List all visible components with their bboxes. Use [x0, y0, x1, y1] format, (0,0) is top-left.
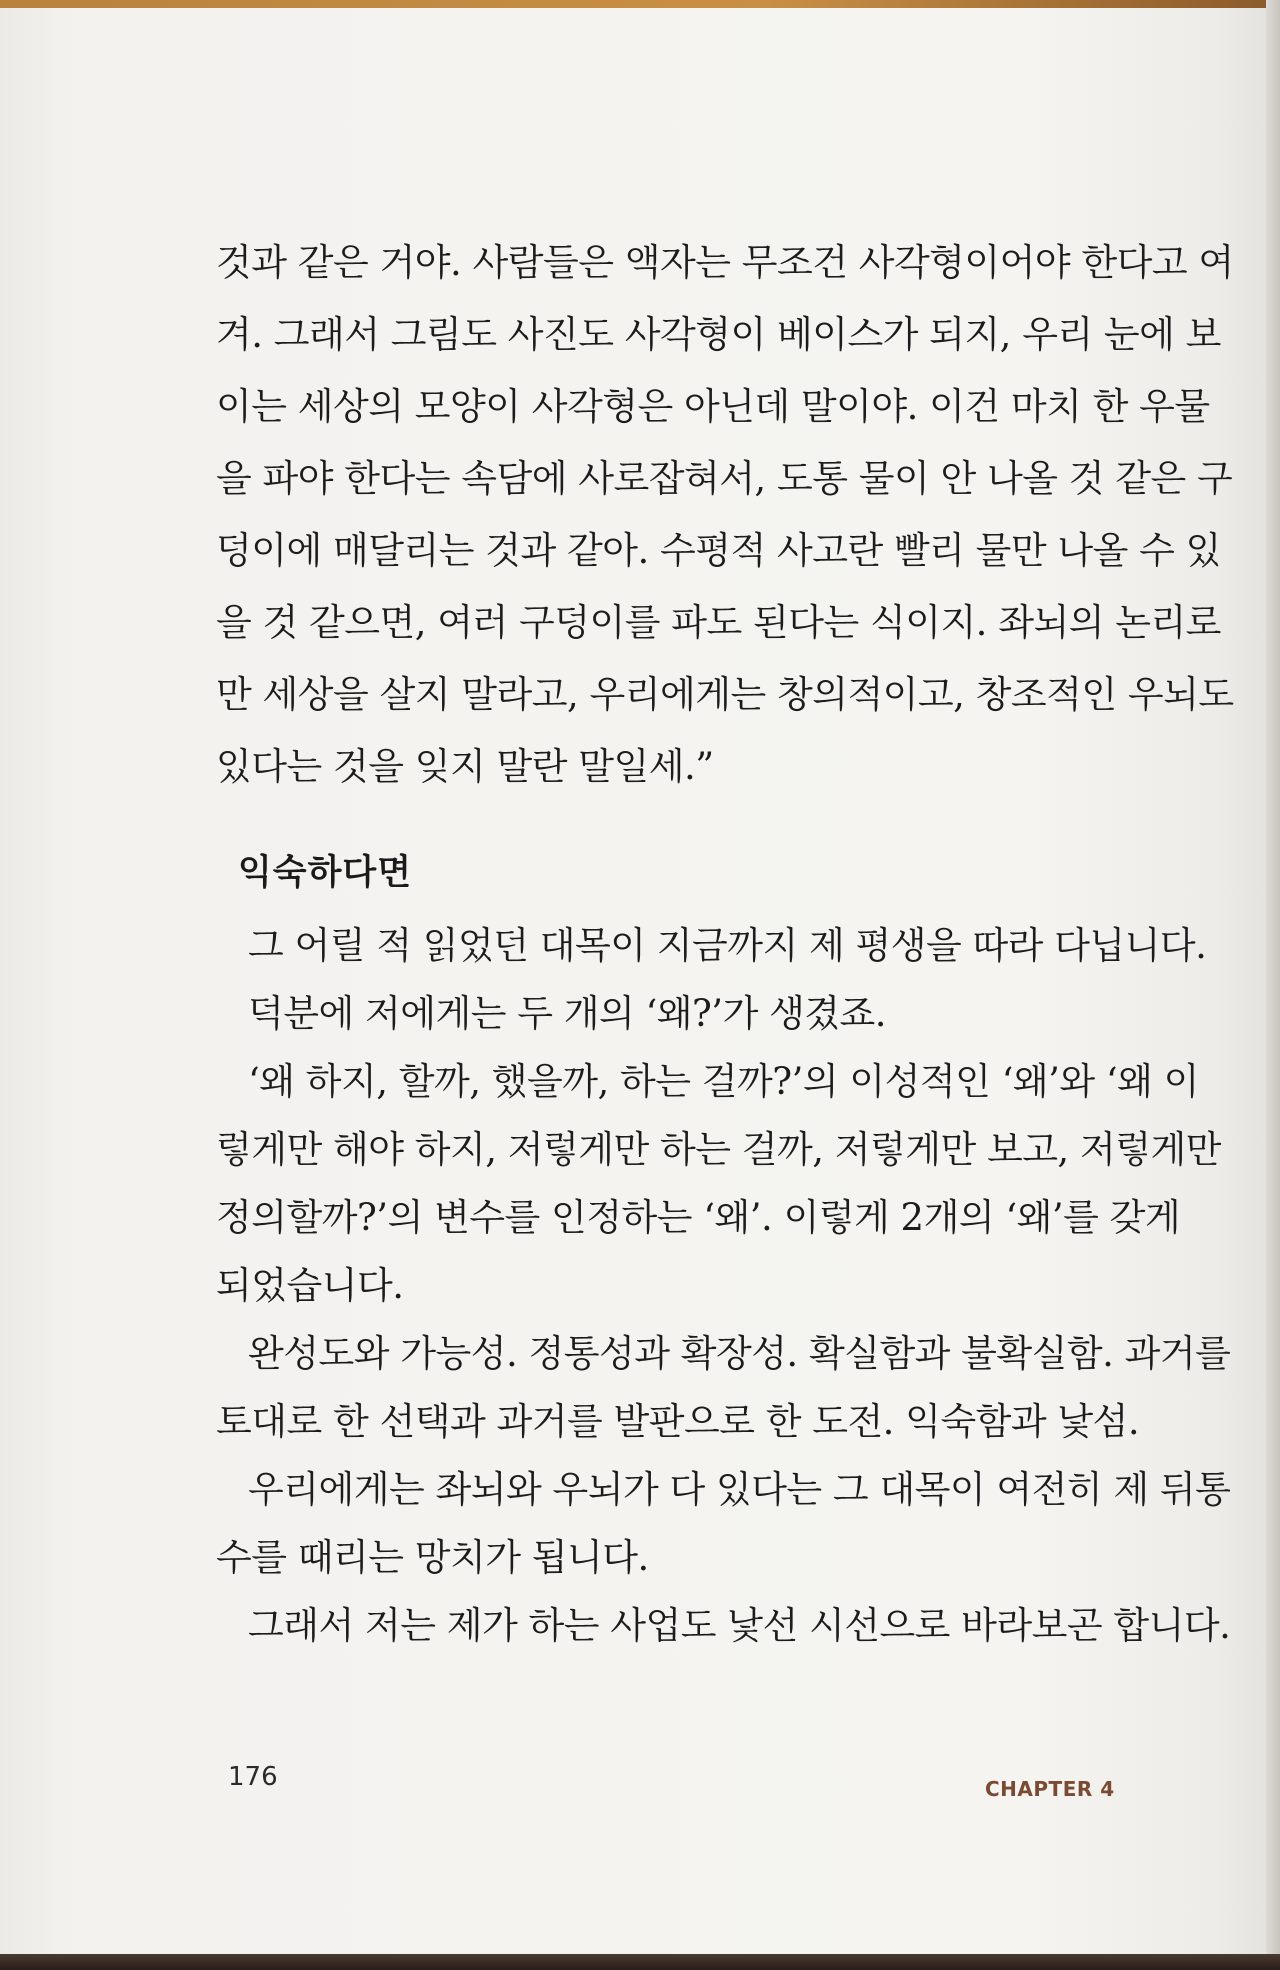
body-line: 우리에게는 좌뇌와 우뇌가 다 있다는 그 대목이 여전히 제 뒤통 [248, 1468, 1231, 1511]
quote-line: 이는 세상의 모양이 사각형은 아닌데 말이야. 이건 마치 한 우물 [216, 385, 1210, 428]
quote-line: 겨. 그래서 그림도 사진도 사각형이 베이스가 되지, 우리 눈에 보 [216, 313, 1221, 356]
body-line: 그래서 저는 제가 하는 사업도 낯선 시선으로 바라보곤 합니다. [248, 1604, 1231, 1647]
quote-line: 것과 같은 거야. 사람들은 액자는 무조건 사각형이어야 한다고 여 [216, 241, 1234, 284]
body-line: 덕분에 저에게는 두 개의 ‘왜?’가 생겼죠. [248, 992, 887, 1035]
quote-line: 덩이에 매달리는 것과 같아. 수평적 사고란 빨리 물만 나올 수 있 [216, 529, 1221, 572]
running-footer: CHAPTER 4 [985, 1777, 1115, 1801]
body-line: 정의할까?’의 변수를 인정하는 ‘왜’. 이렇게 2개의 ‘왜’를 갖게 [216, 1196, 1181, 1239]
page-number: 176 [228, 1762, 278, 1792]
quote-line: 만 세상을 살지 말라고, 우리에게는 창의적이고, 창조적인 우뇌도 [216, 673, 1234, 716]
body-line: 렇게만 해야 하지, 저렇게만 하는 걸까, 저렇게만 보고, 저렇게만 [216, 1128, 1221, 1171]
body-line: 그 어릴 적 읽었던 대목이 지금까지 제 평생을 따라 다닙니다. [248, 924, 1207, 967]
body-line: 되었습니다. [216, 1264, 404, 1307]
page-top-edge [0, 0, 1280, 8]
quote-line: 을 파야 한다는 속담에 사로잡혀서, 도통 물이 안 나올 것 같은 구 [216, 457, 1233, 500]
page-right-edge [1266, 0, 1280, 1970]
quote-line: 있다는 것을 잊지 말란 말일세.” [216, 745, 714, 788]
section-heading: 익숙하다면 [238, 853, 413, 893]
page-bottom-edge [0, 1954, 1280, 1970]
body-line: ‘왜 하지, 할까, 했을까, 하는 걸까?’의 이성적인 ‘왜’와 ‘왜 이 [248, 1060, 1199, 1103]
body-line: 수를 때리는 망치가 됩니다. [216, 1536, 649, 1579]
body-line: 토대로 한 선택과 과거를 발판으로 한 도전. 익숙함과 낯섬. [216, 1400, 1140, 1443]
body-line: 완성도와 가능성. 정통성과 확장성. 확실함과 불확실함. 과거를 [248, 1332, 1231, 1375]
quote-line: 을 것 같으면, 여러 구덩이를 파도 된다는 식이지. 좌뇌의 논리로 [216, 601, 1221, 644]
